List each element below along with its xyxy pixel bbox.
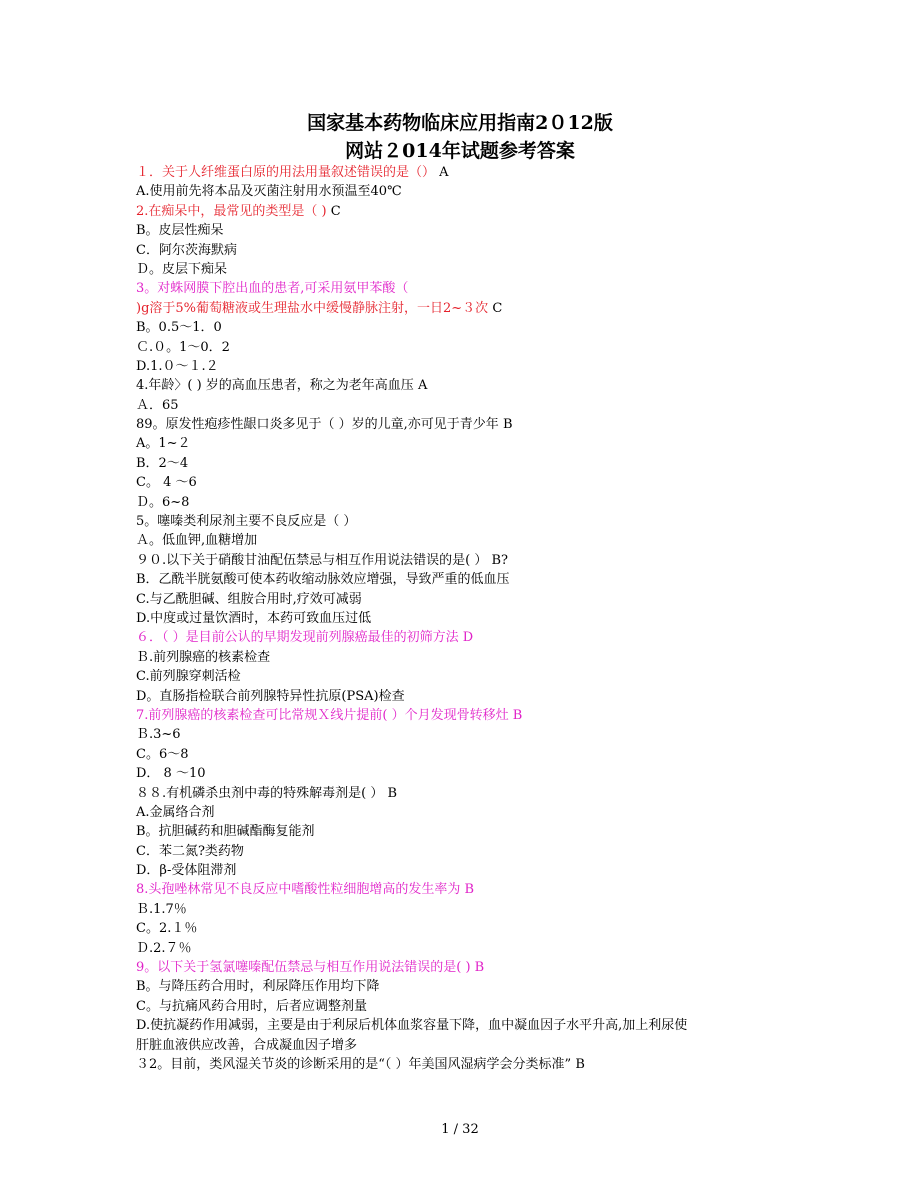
line-text: ３2。目前，类风湿关节炎的诊断采用的是“（ ）年美国风湿病学会分类标准” B [136,1056,585,1072]
text-line [136,434,796,453]
line-text: 5。噻嗪类利尿剂主要不良反应是（ ） [136,514,357,530]
question-text: 8.头孢唑林常见不良反应中嗜酸性粒细胞增高的发生率为 B [136,882,475,898]
line-text: 89。原发性疱疹性龈口炎多见于（ ）岁的儿童,亦可见于青少年 B [136,417,513,433]
text-line [136,454,796,473]
line-text: Ｄ.2.７％ [136,940,192,956]
line-text: C.与乙酰胆碱、组胺合用时,疗效可减弱 [136,591,362,607]
text-line [136,318,796,337]
text-line [136,1055,796,1074]
line-text: B．乙酰半胱氨酸可使本药收缩动脉效应增强，导致严重的低血压 [136,572,510,588]
line-text: 肝脏血液供应改善，合成凝血因子增多 [136,1037,358,1053]
line-text: B。0.5～1．0 [136,320,222,336]
text-line [136,667,796,686]
text-line [136,958,796,977]
text-line [136,803,796,822]
line-text: D.使抗凝药作用减弱，主要是由于利尿后机体血浆容量下降，血中凝血因子水平升高,加上利尿使 [136,1018,688,1034]
line-text: A.金属络合剂 [136,804,215,820]
text-line [136,706,796,725]
line-text: ９０.以下关于硝酸甘油配伍禁忌与相互作用说法错误的是( ） B? [136,552,508,568]
text-line [136,512,796,531]
page-number: 1 / 32 [441,1122,479,1137]
line-text: Ｄ。皮层下痴呆 [136,261,228,277]
question-text: 2.在痴呆中，最常见的类型是（ ) [136,203,327,219]
text-line [136,764,796,783]
text-line [136,687,796,706]
answer-key: C [326,203,341,219]
question-text: １．关于人纤维蛋白原的用法用量叙述错误的是（） [136,165,436,180]
text-line [136,493,796,512]
text-line [136,551,796,570]
line-text: D.中度或过量饮酒时，本药可致血压过低 [136,610,372,626]
question-text: ６．（ ）是目前公认的早期发现前列腺癌最佳的初筛方法 D [136,630,474,646]
text-line [136,202,796,221]
line-text: D．β-受体阻滞剂 [136,863,237,879]
document-subtitle: 网站２014年试题参考答案 [345,140,575,162]
line-text: D.1.０～１.２ [136,358,219,374]
text-line [136,590,796,609]
text-line [136,531,796,550]
text-line [136,396,796,415]
text-line [136,900,796,919]
line-text: C。 4 ～6 [136,475,197,491]
text-line [136,997,796,1016]
answer-key: A [435,165,449,180]
text-line [136,939,796,958]
question-text: 9。以下关于氢氯噻嗪配伍禁忌与相互作用说法错误的是( ) B [136,960,485,976]
text-line [136,609,796,628]
text-line [136,376,796,395]
text-line [136,570,796,589]
question-text: 7.前列腺癌的核素检查可比常规Ｘ线片提前( ）个月发现骨转移灶 B [136,707,523,723]
line-text: Ｂ.1.7％ [136,901,187,917]
text-line [136,725,796,744]
text-line [136,163,796,182]
text-line [136,648,796,667]
line-text: 4.年龄〉( ) 岁的高血压患者，称之为老年高血压 A [136,378,428,394]
document-title: 国家基本药物临床应用指南2０12版 [307,112,613,134]
text-line [136,357,796,376]
line-text: A.使用前先将本品及灭菌注射用水预温至40℃ [136,184,402,200]
text-line [136,338,796,357]
line-text: Ａ．65 [136,397,179,413]
question-list [136,163,796,1074]
text-line [136,473,796,492]
line-text: C。与抗痛风药合用时，后者应调整剂量 [136,998,367,1014]
text-line [136,919,796,938]
text-line [136,861,796,880]
text-line [136,299,796,318]
line-text: B。抗胆碱药和胆碱酯酶复能剂 [136,824,315,840]
line-text: B。与降压药合用时，利尿降压作用均下降 [136,979,380,995]
line-text: B．2～4 [136,455,189,471]
line-text: C．苯二氮?类药物 [136,843,244,859]
text-line [136,260,796,279]
line-text: Ａ。低血钾,血糖增加 [136,533,258,549]
text-line [136,977,796,996]
line-text: Ｂ.前列腺癌的核素检查 [136,649,271,665]
text-line [136,1036,796,1055]
text-line [136,279,796,298]
line-text: D。直肠指检联合前列腺特异性抗原(PSA)检查 [136,688,405,704]
question-text: 3。对蛛网膜下腔出血的患者,可采用氨甲苯酸（ [136,281,409,297]
text-line [136,822,796,841]
line-text: Ｂ.3~6 [136,727,181,743]
line-text: C。6～8 [136,746,189,762]
line-text: D． 8 ～10 [136,766,206,782]
text-line [136,182,796,201]
line-text: A。1~２ [136,436,191,452]
text-line [136,784,796,803]
text-line [136,415,796,434]
text-line [136,1016,796,1035]
text-line [136,842,796,861]
line-text: Ｄ。6~8 [136,494,190,510]
line-text: B。皮层性痴呆 [136,223,224,239]
line-text: C．阿尔茨海默病 [136,242,237,258]
text-line [136,221,796,240]
text-line [136,745,796,764]
line-text: C.前列腺穿刺活检 [136,669,241,685]
text-line [136,241,796,260]
text-line [136,880,796,899]
text-line [136,628,796,647]
question-text: )g溶于5%葡萄糖液或生理盐水中缓慢静脉注射，一日2~３次 [136,300,489,316]
line-text: ８８.有机磷杀虫剂中毒的特殊解毒剂是( ） B [136,785,398,801]
line-text: C。2.１％ [136,921,198,937]
line-text: Ｃ.０。1～0．2 [136,339,230,355]
answer-key: C [488,300,503,316]
